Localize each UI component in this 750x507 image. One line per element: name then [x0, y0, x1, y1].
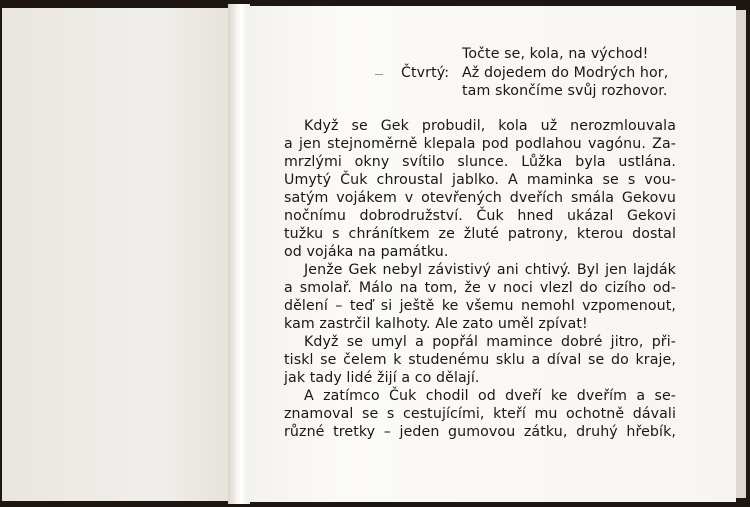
paragraph-line: jak tady lidé žijí a co dělají.	[284, 370, 480, 386]
paragraph-line: satým vojákem v otevřených dveřích smála Gekovu	[284, 190, 676, 206]
paragraph-line: od vojáka na památku.	[284, 244, 449, 260]
paragraph-line: dělení – teď si ještě ke všemu nemohl vzpomenout,	[284, 298, 676, 314]
paragraph-line: Jenže Gek nebyl závistivý ani chtivý. Byl jen lajdák	[304, 262, 676, 278]
verse-speaker: Čtvrtý:	[401, 65, 450, 81]
paragraph-line: a smolař. Málo na tom, že v noci vlezl do cizího od-	[284, 280, 676, 296]
paragraph-line: Když se Gek probudil, kola už nerozmlouvala	[304, 118, 676, 134]
paragraph-line: A zatímco Čuk chodil od dveří ke dveřím a se-	[304, 388, 676, 404]
verse-line-2: Až dojedem do Modrých hor,	[462, 65, 669, 81]
paragraph-line: a jen stejnoměrně klepala pod podlahou vagónu. Za-	[284, 136, 676, 152]
paragraph-line: nočnímu dobrodružství. Čuk hned ukázal Gekovi	[284, 208, 676, 224]
page-edges	[736, 10, 746, 498]
paragraph-line: znamoval se s cestujícími, kteří mu ochotně dávali	[284, 406, 676, 422]
paragraph-line: kam zastrčil kalhoty. Ale zato uměl zpívat!	[284, 316, 588, 332]
paragraph-line: různé tretky – jeden gumovou zátku, druhý hřebík,	[284, 424, 676, 440]
left-page	[2, 8, 228, 501]
verse-line-1: Točte se, kola, na východ!	[462, 46, 649, 62]
verse-line-3: tam skončíme svůj rozhovor.	[462, 83, 668, 99]
paragraph-line: tiskl se čelem k studenému sklu a díval se do kraje,	[284, 352, 676, 368]
paragraph-line: tužku s chránítkem ze žluté patrony, kterou dostal	[284, 226, 676, 242]
paragraph-line: Když se umyl a popřál mamince dobré jitro, při-	[304, 334, 676, 350]
paragraph-line: mrzlými okny svítilo slunce. Lůžka byla ustlána.	[284, 154, 676, 170]
paragraph-line: Umytý Čuk chroustal jablko. A maminka se s vou-	[284, 172, 676, 188]
margin-mark	[375, 74, 383, 75]
